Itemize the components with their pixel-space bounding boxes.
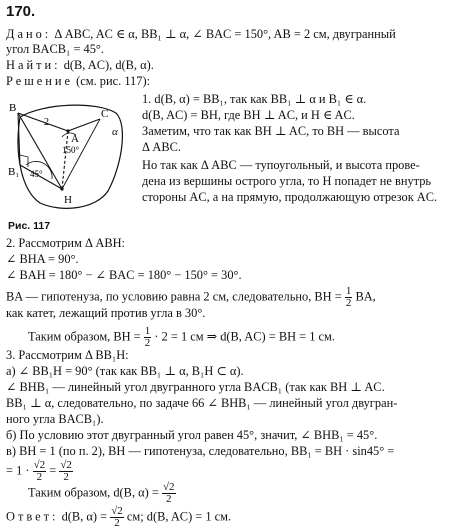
fraction-sqrt2-over-2-b — [59, 460, 73, 483]
step2-line5 — [28, 326, 335, 349]
figure-caption: Рис. 117 — [8, 220, 51, 232]
given-line — [6, 27, 396, 42]
step3-eq-a: = 1 · — [6, 463, 30, 478]
find-label: Найти: — [6, 58, 61, 72]
step2-line2: ∠ BAH = 180° − ∠ BAC = 180° − 150° = 30°. — [6, 268, 242, 282]
label-alpha: α — [112, 126, 118, 138]
step1-line4: Δ ABC. — [142, 140, 181, 154]
solution-ref: (см. рис. 117): — [76, 74, 151, 88]
fraction-denominator: 2 — [36, 471, 43, 483]
step1-line1: 1. d(B, α) = BB₁, так как BB₁ ⊥ α и B₁ ∈ α. — [142, 92, 367, 106]
fraction-numerator: √2 — [162, 481, 175, 493]
step2-text-b: BA, — [355, 289, 376, 304]
step3-line4: ного угла BACB₁). — [6, 412, 104, 426]
step3-line5: б) По условию этот двугранный угол равен 45°, значит, ∠ BHB₁ = 45°. — [6, 428, 378, 442]
step3-conclusion — [28, 482, 176, 505]
fraction-answer — [110, 506, 124, 529]
label-a: A — [71, 133, 79, 145]
fraction-denominator: 2 — [165, 493, 172, 505]
step2-title: 2. Рассмотрим Δ ABH: — [6, 236, 125, 250]
step2-conclusion-b: · 2 = 1 см ⇒ d(B, AC) = BH = 1 см. — [154, 329, 335, 344]
fraction-numerator: √2 — [111, 505, 123, 517]
step3-line2: ∠ BHB₁ — линейный угол двугранного угла BACB₁ (так как BH ⊥ AC. — [6, 380, 385, 394]
label-c: C — [101, 108, 109, 120]
label-h: H — [64, 194, 72, 206]
segment-ac — [68, 119, 100, 131]
label-150: 150° — [62, 145, 80, 155]
solution-label: Решение — [6, 74, 74, 88]
step3-line6: в) BH = 1 (по п. 2), BH — гипотенуза, следовательно, BB₁ = BH · sin45° = — [6, 444, 395, 458]
step1-line2: d(B, AC) = BH, где BH ⊥ AC, и H ∈ AC. — [142, 108, 355, 122]
step3-line1: а) ∠ BB₁H = 90° (так как BB₁ ⊥ α, B₁H ⊂ α). — [6, 364, 244, 378]
step3-line3: BB₁ ⊥ α, следовательно, по задаче 66 ∠ BHB₁ — линейный угол двугран- — [6, 396, 398, 410]
find-line — [6, 58, 154, 73]
fraction-numerator: 1 — [345, 285, 352, 297]
given-label: Дано: — [6, 27, 52, 41]
point-a — [66, 129, 69, 132]
answer-text-a: d(B, α) = — [61, 509, 108, 524]
fraction-one-half-2 — [144, 326, 152, 349]
fraction-numerator: √2 — [60, 459, 72, 471]
step1-line6: дена из вершины острого угла, то H попадет не внутрь — [142, 174, 432, 188]
label-b1: B₁ — [8, 166, 20, 178]
problem-number: 170. — [6, 3, 36, 20]
given-text: Δ ABC, AC ∈ α, BB₁ ⊥ α, ∠ BAC = 150°, AB = 2 см, двугранный — [54, 27, 396, 41]
step2-line4: как катет, лежащий против угла в 30°. — [6, 306, 206, 320]
plane-alpha-outline — [18, 105, 122, 208]
step2-line1: ∠ BHA = 90°. — [6, 252, 79, 266]
fraction-denominator: 2 — [345, 297, 352, 309]
given-line-2: угол BACB₁ = 45°. — [6, 42, 104, 56]
fraction-sqrt2-over-2-c — [162, 482, 176, 505]
fraction-denominator: 2 — [144, 337, 151, 349]
step2-text-a: BA — гипотенуза, по условию равна 2 см, следовательно, BH = — [6, 289, 342, 304]
step2-conclusion-a: Таким образом, BH = — [28, 329, 141, 344]
answer-line — [6, 506, 231, 529]
segment-ba — [18, 113, 68, 131]
step1-line5: Но так как Δ ABC — тупоугольный, и высота прове- — [142, 158, 420, 172]
step1-line3: Заметим, что так как BH ⊥ AC, то BH — высота — [142, 124, 400, 138]
figure-117 — [4, 95, 132, 215]
label-length-2: 2 — [44, 117, 49, 128]
find-text: d(B, AC), d(B, α). — [63, 58, 154, 72]
fraction-numerator: 1 — [144, 325, 151, 337]
answer-label: Ответ: — [6, 509, 59, 524]
solution-line — [6, 74, 150, 89]
step3-conclusion-text: Таким образом, d(B, α) = — [28, 485, 159, 500]
label-b: B — [9, 102, 17, 114]
fraction-sqrt2-over-2 — [33, 460, 47, 483]
step1-line7: стороны AC, а на прямую, продолжающую отрезок AC. — [142, 190, 438, 204]
fraction-one-half — [345, 286, 353, 309]
step3-title: 3. Рассмотрим Δ BB₁H: — [6, 348, 129, 362]
point-h — [60, 187, 63, 190]
step3-eq-b: = — [49, 463, 57, 478]
fraction-denominator: 2 — [114, 517, 120, 529]
label-45: 45° — [30, 169, 43, 179]
fraction-denominator: 2 — [63, 471, 69, 483]
fraction-numerator: √2 — [33, 459, 46, 471]
answer-text-b: см; d(B, AC) = 1 см. — [126, 509, 232, 524]
step3-line7 — [6, 460, 73, 483]
